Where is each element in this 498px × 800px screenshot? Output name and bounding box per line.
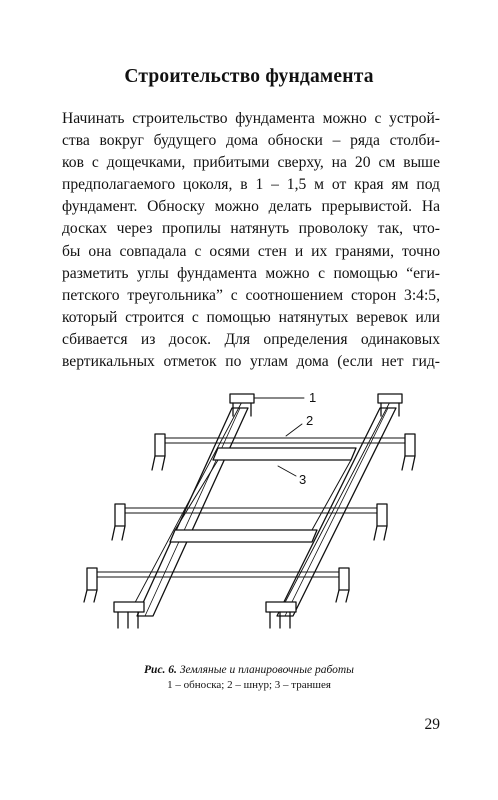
trench-cross-bottom — [170, 530, 317, 542]
trench-cross-top — [213, 448, 356, 460]
callout-label-3: 3 — [299, 472, 307, 487]
batter-board-left-upper — [152, 434, 165, 470]
caption-legend: 1 – обноска; 2 – шнур; 3 – траншея — [167, 679, 331, 691]
batter-board-right-lower — [336, 568, 349, 602]
paragraph-line: Начинать строительство фундамента можно с устрой- — [62, 110, 440, 127]
paragraph-line: фундамент. Обноску можно делать прерывистой. На — [62, 198, 440, 216]
paragraph-line: ства вокруг будущего дома обноски – ряда столби- — [62, 132, 440, 150]
foundation-drawing — [0, 380, 498, 660]
callout-label-1: 1 — [309, 390, 317, 405]
trench-left — [137, 408, 248, 616]
page-title: Строительство фундамента — [124, 66, 374, 87]
batter-board-left-middle — [112, 504, 125, 540]
callout-label-2: 2 — [306, 413, 314, 428]
paragraph-line: разметить углы фундамента можно с помощью “еги- — [62, 264, 440, 282]
paragraph-line: петского треугольника” с соотношением сторон 3:4:5, — [62, 286, 440, 304]
batter-board-right-upper — [402, 434, 415, 470]
caption-title: Земляные и планировочные работы — [179, 664, 354, 676]
batter-board-left-lower — [84, 568, 97, 602]
paragraph-line: предполагаемого цоколя, в 1 – 1,5 м от края ям под — [62, 176, 440, 194]
figure-caption — [0, 664, 498, 691]
paragraph-line: который строится с помощью натянутых веревок или — [62, 308, 440, 326]
cord-lines — [92, 398, 410, 612]
caption-label: Рис. 6. — [144, 664, 177, 676]
paragraph-line: вертикальных отметок по углам дома (если нет гид- — [62, 353, 440, 371]
page-number: 29 — [424, 716, 440, 733]
paragraph-line: бы она совпадала с осями стен и их гранями, точно — [62, 242, 440, 260]
paragraph-line: сбивается из досок. Для определения одинаковых — [62, 330, 440, 348]
paragraph-line: досках через пропилы натянуть проволоку так, что- — [62, 220, 440, 238]
foundation-layout-figure — [0, 380, 498, 660]
batter-board-right-middle — [374, 504, 387, 540]
body-paragraph — [62, 108, 440, 373]
paragraph-line: ков с дощечками, прибитыми сверху, на 20 см выше — [62, 154, 440, 172]
callout-leaders — [254, 398, 304, 476]
